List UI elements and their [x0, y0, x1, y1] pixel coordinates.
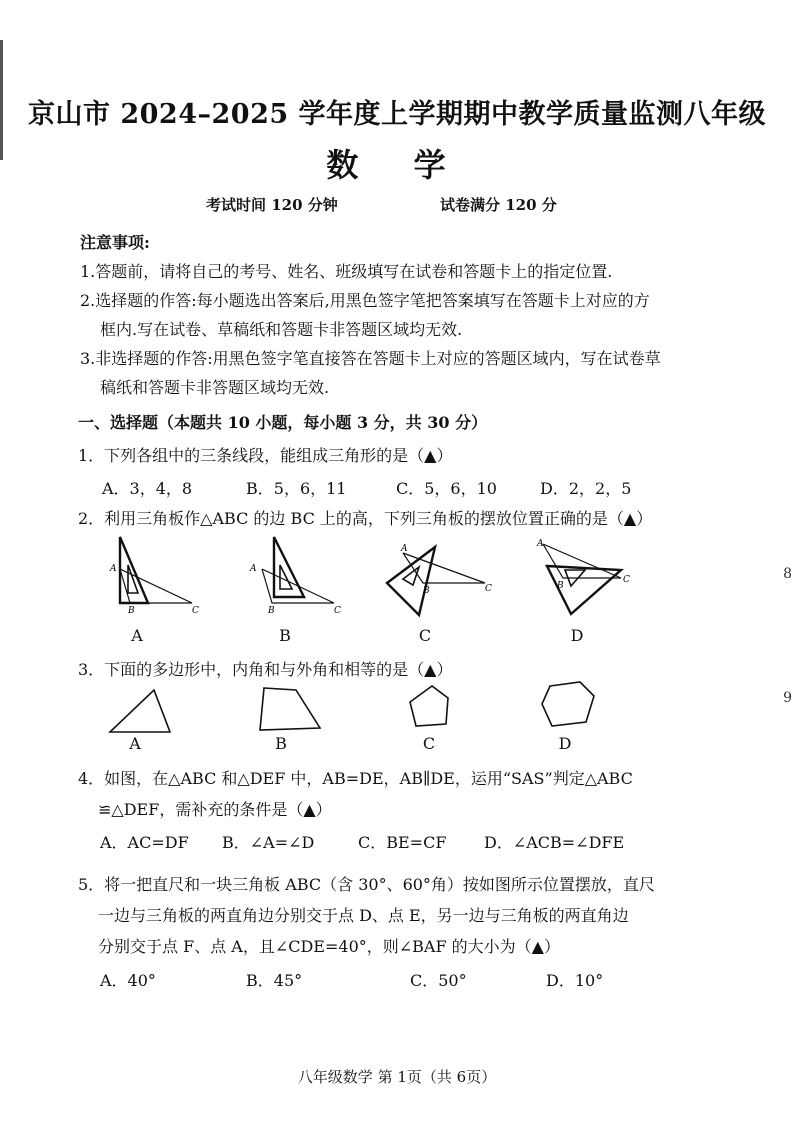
q4-option-a: A．AC=DF — [100, 833, 189, 852]
q2-figure-a — [110, 535, 220, 615]
side-mark: 8 — [783, 566, 792, 582]
point-label-c: C — [334, 606, 341, 616]
q1-option-a: A．3，4，8 — [102, 479, 193, 498]
exam-time: 考试时间 120 分钟 — [206, 196, 338, 214]
notice-item: 3.非选择题的作答:用黑色签字笔直接答在答题卡上对应的答题区域内，写在试卷草 — [80, 349, 661, 368]
question-5-stem-line2: 一边与三角板的两直角边分别交于点 D、点 E，另一边与三角板的两直角边 — [98, 906, 629, 925]
question-3-stem: 3．下面的多边形中，内角和与外角和相等的是（▲） — [78, 660, 453, 679]
notice-item: 2.选择题的作答:每小题选出答案后,用黑色签字笔把答案填写在答题卡上对应的方 — [80, 291, 650, 310]
section-heading: 一、选择题（本题共 10 小题，每小题 3 分，共 30 分） — [78, 413, 488, 432]
q3-pentagon — [406, 684, 476, 734]
q1-option-c: C．5，6，10 — [396, 479, 497, 498]
q5-option-d: D．10° — [546, 971, 604, 990]
point-label-c: C — [192, 606, 199, 616]
q3-hexagon — [540, 680, 610, 730]
notice-item: 1.答题前，请将自己的考号、姓名、班级填写在试卷和答题卡上的指定位置. — [80, 262, 613, 281]
q3-label-b: B — [275, 734, 287, 753]
q1-option-d: D．2，2，5 — [540, 479, 632, 498]
point-label-c: C — [485, 584, 492, 594]
q2-label-a: A — [131, 626, 143, 645]
q2-label-b: B — [279, 626, 291, 645]
q3-label-a: A — [129, 734, 141, 753]
q2-label-c: C — [418, 626, 432, 645]
q2-figure-d — [535, 540, 645, 620]
notice-item: 稿纸和答题卡非答题区域均无效. — [100, 378, 330, 397]
question-2-stem: 2．利用三角板作△ABC 的边 BC 上的高，下列三角板的摆放位置正确的是（▲） — [78, 509, 653, 528]
q4-option-d: D．∠ACB=∠DFE — [484, 833, 625, 852]
q3-label-d: D — [558, 734, 572, 753]
question-4-stem-line1: 4．如图，在△ABC 和△DEF 中，AB=DE，AB∥DE，运用“SAS”判定△ABC — [78, 769, 633, 788]
question-5-stem-line3: 分别交于点 F、点 A，且∠CDE=40°，则∠BAF 的大小为（▲） — [98, 937, 560, 956]
q5-option-b: B．45° — [246, 971, 303, 990]
notice-title: 注意事项: — [80, 233, 150, 252]
q2-figure-b — [250, 535, 372, 616]
q3-label-c: C — [422, 734, 436, 753]
q2-figure-c — [385, 545, 505, 625]
q5-option-c: C．50° — [410, 971, 467, 990]
side-mark: 9 — [783, 690, 792, 706]
full-score: 试卷满分 120 分 — [440, 196, 557, 214]
notice-item: 框内.写在试卷、草稿纸和答题卡非答题区域均无效. — [100, 320, 463, 339]
point-label-b: B — [557, 581, 564, 591]
question-4-stem-line2: ≌△DEF，需补充的条件是（▲） — [98, 800, 332, 819]
exam-subject: 数 学 — [326, 146, 468, 184]
point-label-b: B — [423, 586, 430, 596]
point-label-c: C — [623, 575, 630, 585]
point-label-a: A — [250, 564, 257, 574]
page-footer: 八年级数学 第 1页（共 6页） — [297, 1068, 497, 1086]
point-label-b: B — [268, 606, 275, 616]
exam-title: 京山市 2024–2025 学年度上学期期中教学质量监测八年级 — [27, 99, 767, 130]
q3-triangle — [108, 688, 178, 738]
point-label-b: B — [128, 606, 135, 616]
question-5-stem-line1: 5．将一把直尺和一块三角板 ABC（含 30°、60°角）按如图所示位置摆放，直尺 — [78, 875, 655, 894]
q3-quadrilateral — [258, 686, 328, 736]
q2-label-d: D — [570, 626, 584, 645]
point-label-a: A — [110, 564, 117, 574]
q4-option-c: C．BE=CF — [358, 833, 447, 852]
question-1-stem: 1．下列各组中的三条线段，能组成三角形的是（▲） — [78, 446, 453, 465]
point-label-a: A — [537, 539, 544, 549]
q4-option-b: B．∠A=∠D — [222, 833, 315, 852]
q5-option-a: A．40° — [100, 971, 156, 990]
point-label-a: A — [401, 544, 408, 554]
q1-option-b: B．5，6，11 — [246, 479, 347, 498]
